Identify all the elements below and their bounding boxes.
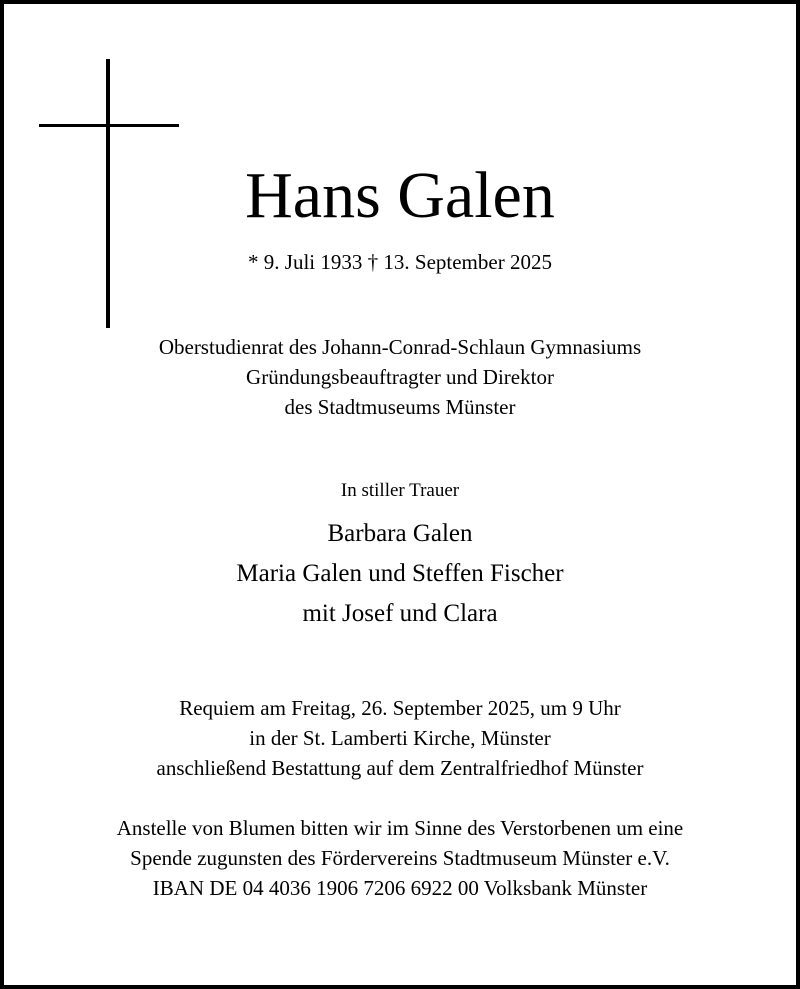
service-line: anschließend Bestattung auf dem Zentralfriedhof Münster xyxy=(156,756,644,780)
deceased-name: Hans Galen xyxy=(245,159,555,232)
mourner-line: Barbara Galen xyxy=(327,520,473,547)
life-dates: * 9. Juli 1933 † 13. September 2025 xyxy=(248,250,552,274)
role-line: Oberstudienrat des Johann-Conrad-Schlaun Gymnasiums xyxy=(158,335,642,359)
donation-line: Anstelle von Blumen bitten wir im Sinne des Verstorbenen um eine xyxy=(116,816,684,840)
service-line: in der St. Lamberti Kirche, Münster xyxy=(249,726,551,750)
mourner-line: mit Josef und Clara xyxy=(302,600,498,627)
cross-icon-horizontal xyxy=(39,124,179,127)
role-line: Gründungsbeauftragter und Direktor xyxy=(246,365,554,389)
mourner-line: Maria Galen und Steffen Fischer xyxy=(236,560,564,587)
role-line: des Stadtmuseums Münster xyxy=(284,395,516,419)
mourning-intro: In stiller Trauer xyxy=(340,480,460,501)
donation-iban: IBAN DE 04 4036 1906 7206 6922 00 Volksbank Münster xyxy=(152,876,648,900)
service-line: Requiem am Freitag, 26. September 2025, um 9 Uhr xyxy=(179,696,621,720)
donation-line: Spende zugunsten des Fördervereins Stadtmuseum Münster e.V. xyxy=(130,846,670,870)
